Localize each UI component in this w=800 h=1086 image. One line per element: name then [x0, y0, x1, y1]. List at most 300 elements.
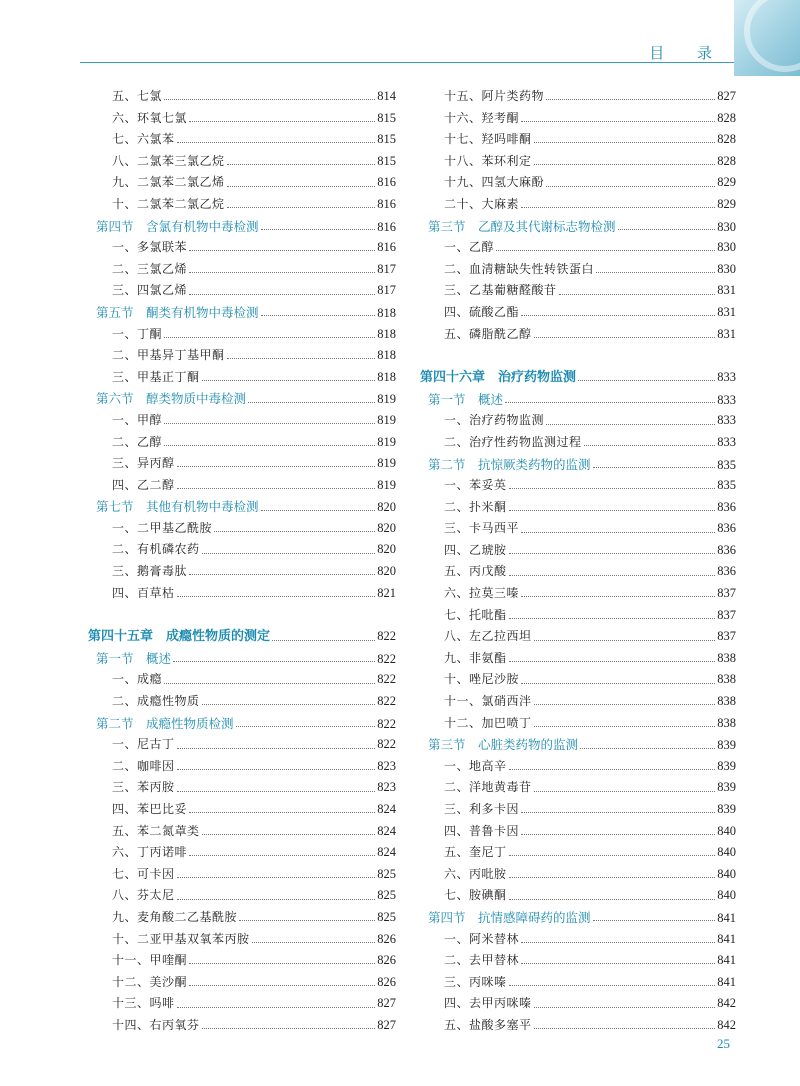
toc-entry-title: 第六节 醇类物质中毒检测: [96, 391, 247, 407]
toc-item-row[interactable]: [420, 756, 736, 778]
toc-item-row[interactable]: [420, 194, 736, 216]
toc-dot-leader: [546, 186, 715, 187]
toc-entry-page: 841: [717, 931, 736, 946]
toc-section-row[interactable]: [88, 216, 396, 238]
toc-entry-page: 819: [377, 434, 396, 449]
toc-entry-title: 六、拉莫三嗪: [444, 586, 520, 601]
toc-dot-leader: [261, 315, 376, 316]
toc-section-row[interactable]: [420, 454, 736, 476]
toc-dot-leader: [177, 488, 376, 489]
toc-entry-page: 838: [717, 650, 736, 665]
toc-entry-page: 823: [377, 758, 396, 773]
toc-item-row[interactable]: [420, 691, 736, 713]
toc-entry-title: 九、非氨酯: [444, 650, 507, 665]
toc-entry-page: 822: [377, 716, 396, 731]
toc-entry-title: 三、四氯乙烯: [112, 283, 188, 298]
toc-dot-leader: [534, 337, 716, 338]
toc-entry-title: 三、甲基正丁酮: [112, 369, 200, 384]
toc-item-row[interactable]: [88, 172, 396, 194]
toc-entry-page: 819: [377, 477, 396, 492]
toc-dot-leader: [177, 1007, 376, 1008]
toc-dot-leader: [189, 121, 375, 122]
toc-chapter-row[interactable]: [88, 626, 396, 648]
toc-dot-leader: [580, 748, 715, 749]
toc-item-row[interactable]: [420, 648, 736, 670]
toc-item-row[interactable]: [420, 950, 736, 972]
toc-dot-leader: [177, 791, 376, 792]
toc-dot-leader: [261, 510, 376, 511]
toc-dot-leader: [578, 380, 715, 381]
toc-item-row[interactable]: [88, 1015, 396, 1037]
toc-item-row[interactable]: [88, 410, 396, 432]
toc-entry-page: 836: [717, 542, 736, 557]
toc-item-row[interactable]: [88, 194, 396, 216]
toc-item-row[interactable]: [420, 626, 736, 648]
toc-entry-page: 825: [377, 909, 396, 924]
toc-entry-page: 839: [717, 738, 736, 753]
toc-entry-page: 820: [377, 520, 396, 535]
toc-dot-leader: [248, 402, 375, 403]
toc-entry-page: 820: [377, 564, 396, 579]
toc-dot-leader: [164, 337, 375, 338]
toc-item-row[interactable]: [420, 259, 736, 281]
toc-entry-page: 836: [717, 564, 736, 579]
toc-section-row[interactable]: [88, 302, 396, 324]
toc-item-row[interactable]: [420, 475, 736, 497]
toc-item-row[interactable]: [88, 950, 396, 972]
toc-section-row[interactable]: [88, 648, 396, 670]
toc-entry-title: 第五节 酮类有机物中毒检测: [96, 304, 259, 320]
toc-dot-leader: [177, 877, 376, 878]
toc-entry-title: 十、二亚甲基双氧苯丙胺: [112, 931, 250, 946]
toc-item-row[interactable]: [420, 864, 736, 886]
toc-entry-title: 五、磷脂酰乙醇: [444, 326, 532, 341]
toc-entry-page: 837: [717, 607, 736, 622]
toc-item-row[interactable]: [88, 885, 396, 907]
toc-entry-page: 818: [377, 348, 396, 363]
toc-item-row[interactable]: [420, 1015, 736, 1037]
toc-item-row[interactable]: [420, 799, 736, 821]
toc-dot-leader: [509, 985, 716, 986]
toc-item-row[interactable]: [88, 864, 396, 886]
toc-entry-page: 816: [377, 240, 396, 255]
toc-item-row[interactable]: [420, 993, 736, 1015]
toc-entry-title: 一、多氯联苯: [112, 240, 188, 255]
toc-entry-page: 833: [717, 434, 736, 449]
toc-entry-page: 841: [717, 910, 736, 925]
toc-item-row[interactable]: [88, 324, 396, 346]
toc-item-row[interactable]: [88, 734, 396, 756]
toc-entry-title: 第三节 心脏类药物的监测: [428, 737, 579, 753]
toc-item-row[interactable]: [420, 713, 736, 735]
toc-dot-leader: [509, 510, 716, 511]
toc-dot-leader: [505, 402, 715, 403]
toc-entry-title: 六、丙吡胺: [444, 866, 507, 881]
toc-entry-title: 二、三氯乙烯: [112, 261, 188, 276]
toc-dot-leader: [189, 294, 375, 295]
toc-section-row[interactable]: [420, 734, 736, 756]
toc-entry-page: 822: [377, 694, 396, 709]
toc-dot-leader: [521, 207, 715, 208]
toc-item-row[interactable]: [420, 280, 736, 302]
toc-dot-leader: [272, 640, 375, 641]
toc-entry-title: 一、乙醇: [444, 240, 495, 255]
toc-item-row[interactable]: [420, 540, 736, 562]
toc-item-row[interactable]: [88, 929, 396, 951]
toc-item-row[interactable]: [88, 907, 396, 929]
toc-item-row[interactable]: [420, 669, 736, 691]
toc-entry-title: 五、苯二氮䓬类: [112, 823, 200, 838]
toc-dot-leader: [164, 445, 375, 446]
toc-entry-page: 828: [717, 110, 736, 125]
toc-dot-leader: [534, 640, 716, 641]
toc-entry-page: 822: [377, 651, 396, 666]
toc-entry-title: 一、阿米替林: [444, 931, 520, 946]
toc-dot-leader: [189, 250, 375, 251]
toc-entry-page: 822: [377, 672, 396, 687]
toc-entry-page: 829: [717, 175, 736, 190]
toc-entry-page: 826: [377, 953, 396, 968]
toc-entry-page: 826: [377, 974, 396, 989]
toc-entry-page: 840: [717, 888, 736, 903]
toc-item-row[interactable]: [420, 561, 736, 583]
toc-dot-leader: [202, 834, 376, 835]
toc-entry-title: 十四、右丙氧芬: [112, 1017, 200, 1032]
toc-dot-leader: [546, 424, 715, 425]
toc-entry-title: 第七节 其他有机物中毒检测: [96, 499, 259, 515]
toc-entry-title: 第二节 成瘾性物质检测: [96, 715, 234, 731]
toc-item-row[interactable]: [420, 885, 736, 907]
toc-entry-page: 815: [377, 110, 396, 125]
toc-dot-leader: [521, 596, 715, 597]
toc-entry-page: 819: [377, 412, 396, 427]
toc-section-row[interactable]: [88, 388, 396, 410]
toc-entry-title: 十、二氯苯二氯乙烷: [112, 196, 225, 211]
toc-entry-page: 842: [717, 1017, 736, 1032]
toc-dot-leader: [534, 791, 716, 792]
toc-entry-title: 二十、大麻素: [444, 196, 520, 211]
toc-dot-leader: [189, 855, 375, 856]
toc-entry-page: 825: [377, 866, 396, 881]
toc-entry-title: 五、奎尼丁: [444, 845, 507, 860]
toc-chapter-row[interactable]: [420, 367, 736, 389]
toc-dot-leader: [509, 877, 716, 878]
toc-entry-title: 三、异丙醇: [112, 456, 175, 471]
toc-entry-page: 818: [377, 326, 396, 341]
toc-dot-leader: [521, 812, 715, 813]
toc-entry-title: 一、成瘾: [112, 672, 163, 687]
toc-dot-leader: [534, 1007, 716, 1008]
toc-section-row[interactable]: [88, 713, 396, 735]
toc-dot-leader: [496, 250, 715, 251]
toc-entry-title: 第四十六章 治疗药物监测: [420, 370, 577, 386]
toc-entry-title: 四、苯巴比妥: [112, 802, 188, 816]
toc-entry-page: 827: [377, 1017, 396, 1032]
toc-item-row[interactable]: [88, 432, 396, 454]
toc-entry-page: 828: [717, 132, 736, 147]
toc-entry-page: 836: [717, 499, 736, 514]
header-decoration: [734, 0, 800, 76]
toc-item-row[interactable]: [88, 993, 396, 1015]
toc-item-row[interactable]: [88, 108, 396, 130]
toc-entry-title: 三、卡马西平: [444, 521, 520, 536]
toc-entry-title: 二、扑米酮: [444, 499, 507, 514]
toc-entry-page: 816: [377, 196, 396, 211]
toc-entry-page: 833: [717, 413, 736, 428]
toc-entry-title: 四、百草枯: [112, 585, 175, 600]
toc-entry-page: 818: [377, 369, 396, 384]
toc-section-row[interactable]: [88, 496, 396, 518]
header-rule: [80, 62, 734, 63]
toc-dot-leader: [202, 553, 376, 554]
toc-dot-leader: [202, 380, 376, 381]
toc-entry-page: 830: [717, 240, 736, 255]
toc-entry-page: 839: [717, 758, 736, 773]
toc-dot-leader: [177, 769, 376, 770]
toc-item-row[interactable]: [88, 345, 396, 367]
toc-entry-page: 840: [717, 866, 736, 881]
toc-dot-leader: [584, 445, 716, 446]
toc-entry-page: 822: [377, 737, 396, 752]
toc-item-row[interactable]: [420, 583, 736, 605]
toc-entry-page: 823: [377, 780, 396, 795]
toc-dot-leader: [534, 164, 716, 165]
toc-item-row[interactable]: [88, 280, 396, 302]
toc-item-row[interactable]: [88, 151, 396, 173]
toc-entry-title: 五、七氯: [112, 89, 163, 103]
toc-entry-title: 第四节 抗情感障碍药的监测: [428, 909, 591, 925]
toc-entry-page: 820: [377, 542, 396, 557]
toc-item-row[interactable]: [88, 799, 396, 821]
toc-entry-title: 一、二甲基乙酰胺: [112, 520, 213, 535]
toc-entry-page: 816: [377, 175, 396, 190]
toc-entry-title: 七、胺碘酮: [444, 888, 507, 903]
toc-entry-title: 二、乙醇: [112, 434, 163, 449]
toc-dot-leader: [509, 769, 716, 770]
toc-item-row[interactable]: [88, 691, 396, 713]
toc-entry-page: 838: [717, 694, 736, 709]
toc-dot-leader: [521, 834, 715, 835]
toc-entry-title: 二、血清糖缺失性转铁蛋白: [444, 261, 595, 276]
page-header-title: 目 录: [649, 44, 726, 62]
toc-dot-leader: [202, 704, 376, 705]
toc-dot-leader: [227, 186, 376, 187]
toc-entry-title: 二、甲基异丁基甲酮: [112, 348, 225, 363]
toc-item-row[interactable]: [420, 432, 736, 454]
toc-item-row[interactable]: [420, 972, 736, 994]
toc-dot-leader: [164, 683, 375, 684]
toc-dot-leader: [509, 488, 716, 489]
toc-dot-leader: [521, 532, 715, 533]
toc-entry-page: 820: [377, 500, 396, 515]
toc-entry-page: 836: [717, 521, 736, 536]
toc-item-row[interactable]: [420, 302, 736, 324]
toc-entry-page: 831: [717, 326, 736, 341]
toc-item-row[interactable]: [420, 410, 736, 432]
toc-item-row[interactable]: [420, 842, 736, 864]
toc-item-row[interactable]: [88, 453, 396, 475]
toc-entry-page: 838: [717, 715, 736, 730]
toc-dot-leader: [618, 229, 716, 230]
toc-entry-title: 六、环氧七氯: [112, 110, 188, 125]
toc-section-row[interactable]: [420, 389, 736, 411]
toc-dot-leader: [189, 963, 375, 964]
toc-entry-page: 821: [377, 585, 396, 600]
toc-dot-leader: [521, 121, 715, 122]
toc-gap: [88, 604, 396, 626]
toc-item-row[interactable]: [88, 821, 396, 843]
toc-dot-leader: [534, 142, 716, 143]
toc-left-column: [88, 86, 396, 1037]
toc-entry-page: 841: [717, 974, 736, 989]
toc-entry-title: 五、丙戊酸: [444, 564, 507, 579]
toc-dot-leader: [521, 942, 715, 943]
toc-dot-leader: [534, 704, 716, 705]
toc-entry-title: 四、普鲁卡因: [444, 823, 520, 838]
toc-item-row[interactable]: [420, 777, 736, 799]
toc-item-row[interactable]: [88, 561, 396, 583]
toc-entry-page: 826: [377, 931, 396, 946]
toc-entry-title: 八、左乙拉西坦: [444, 629, 532, 644]
toc-item-row[interactable]: [88, 756, 396, 778]
toc-item-row[interactable]: [420, 237, 736, 259]
toc-item-row[interactable]: [88, 237, 396, 259]
toc-entry-title: 六、丁丙诺啡: [112, 845, 188, 860]
toc-item-row[interactable]: [420, 518, 736, 540]
toc-dot-leader: [236, 726, 376, 727]
toc-entry-page: 825: [377, 888, 396, 903]
toc-entry-page: 819: [377, 456, 396, 471]
toc-entry-page: 841: [717, 953, 736, 968]
toc-entry-title: 三、利多卡因: [444, 802, 520, 816]
toc-entry-title: 四、去甲丙咪嗪: [444, 996, 532, 1011]
toc-item-row[interactable]: [420, 172, 736, 194]
toc-item-row[interactable]: [88, 367, 396, 389]
toc-entry-title: 第三节 乙醇及其代谢标志物检测: [428, 218, 616, 234]
toc-item-row[interactable]: [88, 842, 396, 864]
toc-dot-leader: [189, 985, 375, 986]
toc-entry-title: 十九、四氢大麻酚: [444, 175, 545, 190]
toc-entry-title: 九、二氯苯二氯乙烯: [112, 175, 225, 190]
toc-entry-title: 八、芬太尼: [112, 888, 175, 903]
toc-dot-leader: [202, 1028, 376, 1029]
toc-dot-leader: [509, 899, 716, 900]
toc-entry-title: 十三、吗啡: [112, 996, 175, 1011]
toc-entry-title: 十二、加巴喷丁: [444, 715, 532, 730]
toc-dot-leader: [509, 618, 716, 619]
toc-dot-leader: [177, 748, 376, 749]
toc-item-row[interactable]: [420, 929, 736, 951]
toc-entry-title: 一、尼古丁: [112, 737, 175, 752]
toc-item-row[interactable]: [88, 539, 396, 561]
toc-entry-page: 833: [717, 370, 736, 385]
toc-item-row[interactable]: [88, 129, 396, 151]
toc-entry-page: 817: [377, 283, 396, 298]
toc-entry-page: 839: [717, 802, 736, 816]
toc-item-row[interactable]: [420, 324, 736, 346]
toc-dot-leader: [164, 423, 375, 424]
toc-entry-page: 814: [377, 89, 396, 103]
toc-item-row[interactable]: [420, 821, 736, 843]
toc-item-row[interactable]: [420, 108, 736, 130]
toc-item-row[interactable]: [420, 151, 736, 173]
toc-dot-leader: [227, 207, 376, 208]
toc-entry-title: 十一、甲喹酮: [112, 953, 188, 968]
toc-entry-title: 三、鹅膏毒肽: [112, 564, 188, 579]
toc-entry-page: 831: [717, 304, 736, 319]
toc-dot-leader: [534, 726, 716, 727]
toc-item-row[interactable]: [420, 86, 736, 108]
toc-section-row[interactable]: [420, 216, 736, 238]
toc-entry-title: 第四十五章 成瘾性物质的测定: [88, 629, 271, 645]
toc-entry-title: 十七、羟吗啡酮: [444, 132, 532, 147]
toc-entry-page: 829: [717, 196, 736, 211]
toc-entry-page: 835: [717, 478, 736, 493]
toc-entry-title: 五、盐酸多塞平: [444, 1017, 532, 1032]
toc-entry-title: 十五、阿片类药物: [444, 89, 545, 103]
toc-entry-title: 一、甲醇: [112, 412, 163, 427]
toc-entry-title: 十一、氯硝西泮: [444, 694, 532, 709]
toc-entry-page: 840: [717, 845, 736, 860]
toc-entry-page: 839: [717, 780, 736, 795]
toc-entry-page: 837: [717, 586, 736, 601]
toc-dot-leader: [177, 899, 376, 900]
toc-dot-leader: [596, 272, 715, 273]
toc-entry-title: 四、乙琥胺: [444, 542, 507, 557]
toc-dot-leader: [177, 142, 376, 143]
toc-dot-leader: [173, 661, 375, 662]
toc-entry-title: 第一节 概述: [428, 391, 504, 407]
toc-entry-title: 二、治疗性药物监测过程: [444, 434, 582, 449]
toc-dot-leader: [546, 99, 715, 100]
toc-item-row[interactable]: [420, 129, 736, 151]
toc-entry-page: 815: [377, 132, 396, 147]
toc-dot-leader: [252, 942, 376, 943]
toc-entry-page: 824: [377, 802, 396, 816]
toc-item-row[interactable]: [88, 583, 396, 605]
toc-dot-leader: [164, 99, 375, 100]
toc-item-row[interactable]: [88, 669, 396, 691]
toc-entry-title: 四、乙二醇: [112, 477, 175, 492]
toc-entry-page: 830: [717, 219, 736, 234]
toc-entry-title: 十六、羟考酮: [444, 110, 520, 125]
toc-entry-page: 842: [717, 996, 736, 1011]
toc-item-row[interactable]: [420, 497, 736, 519]
toc-item-row[interactable]: [88, 259, 396, 281]
toc-item-row[interactable]: [88, 518, 396, 540]
toc-item-row[interactable]: [88, 777, 396, 799]
toc-dot-leader: [189, 272, 375, 273]
toc-dot-leader: [177, 466, 376, 467]
toc-entry-page: 818: [377, 305, 396, 320]
toc-entry-page: 824: [377, 823, 396, 838]
toc-item-row[interactable]: [88, 86, 396, 108]
toc-entry-page: 835: [717, 457, 736, 472]
toc-item-row[interactable]: [88, 972, 396, 994]
toc-entry-page: 828: [717, 153, 736, 168]
toc-entry-title: 十二、美沙酮: [112, 974, 188, 989]
toc-dot-leader: [509, 553, 716, 554]
toc-entry-title: 二、洋地黄毒苷: [444, 780, 532, 795]
toc-section-row[interactable]: [420, 907, 736, 929]
toc-entry-page: 831: [717, 283, 736, 298]
toc-entry-title: 二、咖啡因: [112, 758, 175, 773]
toc-item-row[interactable]: [88, 475, 396, 497]
toc-dot-leader: [593, 467, 716, 468]
toc-entry-title: 三、苯丙胺: [112, 780, 175, 795]
toc-item-row[interactable]: [420, 605, 736, 627]
toc-entry-title: 一、地高辛: [444, 758, 507, 773]
